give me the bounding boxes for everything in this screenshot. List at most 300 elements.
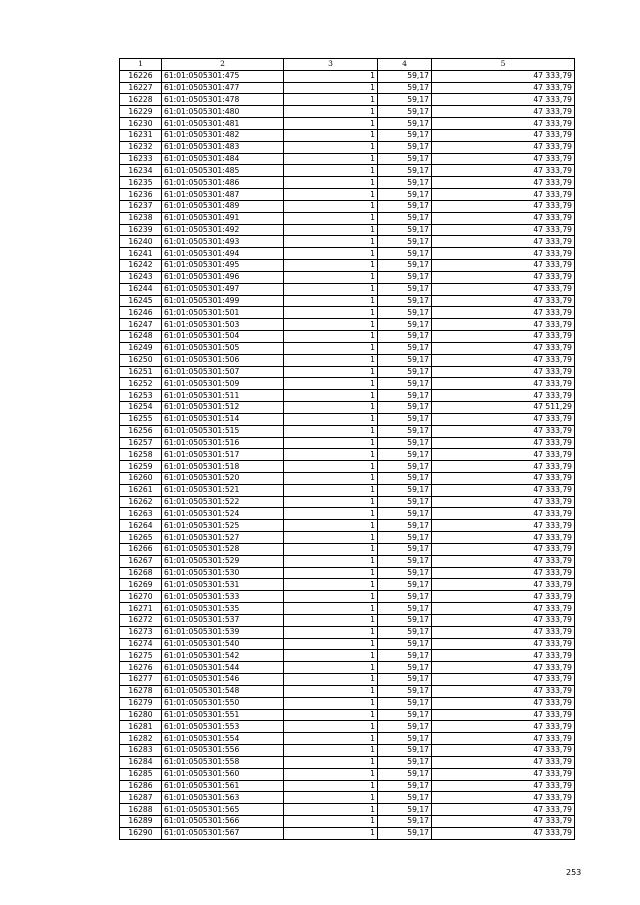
- row-number-cell: 16276: [120, 662, 162, 674]
- cadastral-number-cell: 61:01:0505301:503: [162, 319, 284, 331]
- quantity-cell: 1: [284, 437, 378, 449]
- quantity-cell: 1: [284, 780, 378, 792]
- table-row: [120, 603, 575, 615]
- cadastral-number-cell: 61:01:0505301:482: [162, 129, 284, 141]
- table-row: [120, 792, 575, 804]
- row-number-cell: 16259: [120, 461, 162, 473]
- value-cell: 47 333,79: [432, 496, 575, 508]
- cadastral-number-cell: 61:01:0505301:533: [162, 591, 284, 603]
- table-header: [120, 59, 575, 71]
- value-cell: 47 333,79: [432, 603, 575, 615]
- row-number-cell: 16243: [120, 271, 162, 283]
- cadastral-number-cell: 61:01:0505301:504: [162, 331, 284, 343]
- row-number-cell: 16235: [120, 177, 162, 189]
- cadastral-number-cell: 61:01:0505301:486: [162, 177, 284, 189]
- area-cell: 59,17: [378, 709, 432, 721]
- area-cell: 59,17: [378, 662, 432, 674]
- cadastral-number-cell: 61:01:0505301:563: [162, 792, 284, 804]
- row-number-cell: 16229: [120, 106, 162, 118]
- area-cell: 59,17: [378, 804, 432, 816]
- area-cell: 59,17: [378, 449, 432, 461]
- row-number-cell: 16236: [120, 189, 162, 201]
- area-cell: 59,17: [378, 118, 432, 130]
- quantity-cell: 1: [284, 768, 378, 780]
- value-cell: 47 333,79: [432, 331, 575, 343]
- cadastral-number-cell: 61:01:0505301:524: [162, 508, 284, 520]
- row-number-cell: 16241: [120, 248, 162, 260]
- value-cell: 47 333,79: [432, 200, 575, 212]
- value-cell: 47 333,79: [432, 579, 575, 591]
- table-row: [120, 461, 575, 473]
- area-cell: 59,17: [378, 816, 432, 828]
- cadastral-number-cell: 61:01:0505301:492: [162, 224, 284, 236]
- row-number-cell: 16270: [120, 591, 162, 603]
- row-number-cell: 16248: [120, 331, 162, 343]
- header-col-1: 1: [120, 59, 162, 71]
- area-cell: 59,17: [378, 106, 432, 118]
- value-cell: 47 333,79: [432, 567, 575, 579]
- table-row: [120, 82, 575, 94]
- quantity-cell: 1: [284, 200, 378, 212]
- table-row: [120, 319, 575, 331]
- cadastral-number-cell: 61:01:0505301:515: [162, 425, 284, 437]
- quantity-cell: 1: [284, 94, 378, 106]
- value-cell: 47 333,79: [432, 366, 575, 378]
- cadastral-number-cell: 61:01:0505301:553: [162, 721, 284, 733]
- value-cell: 47 333,79: [432, 94, 575, 106]
- row-number-cell: 16278: [120, 685, 162, 697]
- quantity-cell: 1: [284, 532, 378, 544]
- table-row: [120, 697, 575, 709]
- quantity-cell: 1: [284, 378, 378, 390]
- quantity-cell: 1: [284, 189, 378, 201]
- quantity-cell: 1: [284, 342, 378, 354]
- cadastral-number-cell: 61:01:0505301:517: [162, 449, 284, 461]
- table-row: [120, 236, 575, 248]
- row-number-cell: 16272: [120, 614, 162, 626]
- row-number-cell: 16252: [120, 378, 162, 390]
- cadastral-number-cell: 61:01:0505301:548: [162, 685, 284, 697]
- row-number-cell: 16230: [120, 118, 162, 130]
- area-cell: 59,17: [378, 236, 432, 248]
- area-cell: 59,17: [378, 177, 432, 189]
- row-number-cell: 16258: [120, 449, 162, 461]
- table-row: [120, 449, 575, 461]
- area-cell: 59,17: [378, 390, 432, 402]
- quantity-cell: 1: [284, 82, 378, 94]
- value-cell: 47 333,79: [432, 721, 575, 733]
- area-cell: 59,17: [378, 129, 432, 141]
- quantity-cell: 1: [284, 733, 378, 745]
- row-number-cell: 16274: [120, 638, 162, 650]
- row-number-cell: 16256: [120, 425, 162, 437]
- header-col-2: 2: [162, 59, 284, 71]
- cadastral-number-cell: 61:01:0505301:485: [162, 165, 284, 177]
- row-number-cell: 16266: [120, 543, 162, 555]
- quantity-cell: 1: [284, 449, 378, 461]
- area-cell: 59,17: [378, 248, 432, 260]
- quantity-cell: 1: [284, 697, 378, 709]
- header-row: [120, 59, 575, 71]
- row-number-cell: 16250: [120, 354, 162, 366]
- row-number-cell: 16285: [120, 768, 162, 780]
- value-cell: 47 333,79: [432, 508, 575, 520]
- quantity-cell: 1: [284, 165, 378, 177]
- cadastral-number-cell: 61:01:0505301:480: [162, 106, 284, 118]
- row-number-cell: 16277: [120, 674, 162, 686]
- value-cell: 47 333,79: [432, 390, 575, 402]
- area-cell: 59,17: [378, 70, 432, 82]
- table-row: [120, 342, 575, 354]
- cadastral-number-cell: 61:01:0505301:542: [162, 650, 284, 662]
- cadastral-number-cell: 61:01:0505301:516: [162, 437, 284, 449]
- value-cell: 47 333,79: [432, 733, 575, 745]
- table-row: [120, 579, 575, 591]
- value-cell: 47 333,79: [432, 153, 575, 165]
- row-number-cell: 16271: [120, 603, 162, 615]
- cadastral-number-cell: 61:01:0505301:511: [162, 390, 284, 402]
- area-cell: 59,17: [378, 189, 432, 201]
- area-cell: 59,17: [378, 260, 432, 272]
- table-row: [120, 224, 575, 236]
- cadastral-number-cell: 61:01:0505301:551: [162, 709, 284, 721]
- row-number-cell: 16286: [120, 780, 162, 792]
- value-cell: 47 333,79: [432, 283, 575, 295]
- quantity-cell: 1: [284, 520, 378, 532]
- area-cell: 59,17: [378, 295, 432, 307]
- quantity-cell: 1: [284, 816, 378, 828]
- row-number-cell: 16249: [120, 342, 162, 354]
- table-row: [120, 532, 575, 544]
- quantity-cell: 1: [284, 555, 378, 567]
- area-cell: 59,17: [378, 94, 432, 106]
- table-row: [120, 674, 575, 686]
- value-cell: 47 333,79: [432, 307, 575, 319]
- area-cell: 59,17: [378, 224, 432, 236]
- value-cell: 47 333,79: [432, 745, 575, 757]
- value-cell: 47 333,79: [432, 638, 575, 650]
- row-number-cell: 16251: [120, 366, 162, 378]
- cadastral-number-cell: 61:01:0505301:494: [162, 248, 284, 260]
- cadastral-number-cell: 61:01:0505301:540: [162, 638, 284, 650]
- quantity-cell: 1: [284, 307, 378, 319]
- row-number-cell: 16245: [120, 295, 162, 307]
- cadastral-number-cell: 61:01:0505301:522: [162, 496, 284, 508]
- row-number-cell: 16269: [120, 579, 162, 591]
- row-number-cell: 16232: [120, 141, 162, 153]
- quantity-cell: 1: [284, 614, 378, 626]
- value-cell: 47 333,79: [432, 82, 575, 94]
- row-number-cell: 16275: [120, 650, 162, 662]
- area-cell: 59,17: [378, 626, 432, 638]
- cadastral-number-cell: 61:01:0505301:499: [162, 295, 284, 307]
- area-cell: 59,17: [378, 484, 432, 496]
- cadastral-number-cell: 61:01:0505301:475: [162, 70, 284, 82]
- cadastral-number-cell: 61:01:0505301:481: [162, 118, 284, 130]
- area-cell: 59,17: [378, 200, 432, 212]
- value-cell: 47 333,79: [432, 532, 575, 544]
- row-number-cell: 16247: [120, 319, 162, 331]
- table-row: [120, 614, 575, 626]
- cadastral-number-cell: 61:01:0505301:544: [162, 662, 284, 674]
- table-row: [120, 200, 575, 212]
- cadastral-number-cell: 61:01:0505301:525: [162, 520, 284, 532]
- cadastral-number-cell: 61:01:0505301:484: [162, 153, 284, 165]
- cadastral-number-cell: 61:01:0505301:483: [162, 141, 284, 153]
- area-cell: 59,17: [378, 579, 432, 591]
- value-cell: 47 333,79: [432, 437, 575, 449]
- value-cell: 47 333,79: [432, 118, 575, 130]
- cadastral-number-cell: 61:01:0505301:521: [162, 484, 284, 496]
- value-cell: 47 333,79: [432, 472, 575, 484]
- quantity-cell: 1: [284, 425, 378, 437]
- value-cell: 47 333,79: [432, 626, 575, 638]
- quantity-cell: 1: [284, 461, 378, 473]
- value-cell: 47 333,79: [432, 662, 575, 674]
- row-number-cell: 16267: [120, 555, 162, 567]
- table-row: [120, 390, 575, 402]
- value-cell: 47 333,79: [432, 189, 575, 201]
- row-number-cell: 16281: [120, 721, 162, 733]
- table-row: [120, 366, 575, 378]
- cadastral-number-cell: 61:01:0505301:497: [162, 283, 284, 295]
- quantity-cell: 1: [284, 129, 378, 141]
- quantity-cell: 1: [284, 579, 378, 591]
- area-cell: 59,17: [378, 697, 432, 709]
- table-row: [120, 472, 575, 484]
- page-number: 253: [566, 868, 582, 877]
- table-row: [120, 745, 575, 757]
- table-row: [120, 638, 575, 650]
- header-col-3: 3: [284, 59, 378, 71]
- quantity-cell: 1: [284, 543, 378, 555]
- table-row: [120, 768, 575, 780]
- row-number-cell: 16290: [120, 827, 162, 839]
- table-row: [120, 827, 575, 839]
- area-cell: 59,17: [378, 472, 432, 484]
- row-number-cell: 16279: [120, 697, 162, 709]
- cadastral-number-cell: 61:01:0505301:518: [162, 461, 284, 473]
- cadastral-number-cell: 61:01:0505301:550: [162, 697, 284, 709]
- quantity-cell: 1: [284, 413, 378, 425]
- row-number-cell: 16263: [120, 508, 162, 520]
- value-cell: 47 333,79: [432, 650, 575, 662]
- cadastral-number-cell: 61:01:0505301:556: [162, 745, 284, 757]
- cadastral-number-cell: 61:01:0505301:477: [162, 82, 284, 94]
- table-row: [120, 283, 575, 295]
- cadastral-number-cell: 61:01:0505301:558: [162, 756, 284, 768]
- table-row: [120, 567, 575, 579]
- table-row: [120, 709, 575, 721]
- area-cell: 59,17: [378, 413, 432, 425]
- table-row: [120, 733, 575, 745]
- cadastral-number-cell: 61:01:0505301:506: [162, 354, 284, 366]
- table-row: [120, 437, 575, 449]
- area-cell: 59,17: [378, 768, 432, 780]
- table-row: [120, 804, 575, 816]
- area-cell: 59,17: [378, 674, 432, 686]
- table-row: [120, 780, 575, 792]
- quantity-cell: 1: [284, 295, 378, 307]
- table-body: [120, 70, 575, 839]
- area-cell: 59,17: [378, 614, 432, 626]
- table-row: [120, 177, 575, 189]
- table-row: [120, 94, 575, 106]
- value-cell: 47 333,79: [432, 342, 575, 354]
- cadastral-number-cell: 61:01:0505301:535: [162, 603, 284, 615]
- quantity-cell: 1: [284, 106, 378, 118]
- value-cell: 47 333,79: [432, 614, 575, 626]
- row-number-cell: 16289: [120, 816, 162, 828]
- value-cell: 47 333,79: [432, 425, 575, 437]
- value-cell: 47 333,79: [432, 449, 575, 461]
- row-number-cell: 16287: [120, 792, 162, 804]
- quantity-cell: 1: [284, 177, 378, 189]
- area-cell: 59,17: [378, 532, 432, 544]
- table-row: [120, 354, 575, 366]
- area-cell: 59,17: [378, 425, 432, 437]
- row-number-cell: 16268: [120, 567, 162, 579]
- cadastral-number-cell: 61:01:0505301:529: [162, 555, 284, 567]
- quantity-cell: 1: [284, 319, 378, 331]
- quantity-cell: 1: [284, 331, 378, 343]
- area-cell: 59,17: [378, 567, 432, 579]
- area-cell: 59,17: [378, 212, 432, 224]
- value-cell: 47 333,79: [432, 248, 575, 260]
- row-number-cell: 16233: [120, 153, 162, 165]
- value-cell: 47 333,79: [432, 709, 575, 721]
- area-cell: 59,17: [378, 638, 432, 650]
- quantity-cell: 1: [284, 685, 378, 697]
- value-cell: 47 333,79: [432, 260, 575, 272]
- area-cell: 59,17: [378, 437, 432, 449]
- row-number-cell: 16288: [120, 804, 162, 816]
- value-cell: 47 333,79: [432, 106, 575, 118]
- table-row: [120, 413, 575, 425]
- table-row: [120, 425, 575, 437]
- row-number-cell: 16255: [120, 413, 162, 425]
- quantity-cell: 1: [284, 141, 378, 153]
- quantity-cell: 1: [284, 472, 378, 484]
- row-number-cell: 16284: [120, 756, 162, 768]
- row-number-cell: 16234: [120, 165, 162, 177]
- quantity-cell: 1: [284, 260, 378, 272]
- table-row: [120, 650, 575, 662]
- header-col-5: 5: [432, 59, 575, 71]
- value-cell: 47 333,79: [432, 413, 575, 425]
- table-row: [120, 129, 575, 141]
- cadastral-number-cell: 61:01:0505301:531: [162, 579, 284, 591]
- table-row: [120, 626, 575, 638]
- cadastral-number-cell: 61:01:0505301:537: [162, 614, 284, 626]
- cadastral-number-cell: 61:01:0505301:554: [162, 733, 284, 745]
- row-number-cell: 16262: [120, 496, 162, 508]
- area-cell: 59,17: [378, 271, 432, 283]
- value-cell: 47 333,79: [432, 768, 575, 780]
- row-number-cell: 16239: [120, 224, 162, 236]
- value-cell: 47 333,79: [432, 827, 575, 839]
- table-row: [120, 295, 575, 307]
- table-row: [120, 260, 575, 272]
- area-cell: 59,17: [378, 543, 432, 555]
- area-cell: 59,17: [378, 603, 432, 615]
- value-cell: 47 333,79: [432, 780, 575, 792]
- table-row: [120, 118, 575, 130]
- table-row: [120, 141, 575, 153]
- value-cell: 47 333,79: [432, 224, 575, 236]
- area-cell: 59,17: [378, 756, 432, 768]
- value-cell: 47 333,79: [432, 212, 575, 224]
- area-cell: 59,17: [378, 827, 432, 839]
- quantity-cell: 1: [284, 626, 378, 638]
- area-cell: 59,17: [378, 342, 432, 354]
- quantity-cell: 1: [284, 496, 378, 508]
- value-cell: 47 333,79: [432, 804, 575, 816]
- area-cell: 59,17: [378, 650, 432, 662]
- cadastral-number-cell: 61:01:0505301:487: [162, 189, 284, 201]
- table-row: [120, 70, 575, 82]
- row-number-cell: 16282: [120, 733, 162, 745]
- quantity-cell: 1: [284, 804, 378, 816]
- table-row: [120, 662, 575, 674]
- value-cell: 47 333,79: [432, 674, 575, 686]
- table-row: [120, 212, 575, 224]
- quantity-cell: 1: [284, 248, 378, 260]
- row-number-cell: 16264: [120, 520, 162, 532]
- row-number-cell: 16273: [120, 626, 162, 638]
- cadastral-number-cell: 61:01:0505301:495: [162, 260, 284, 272]
- quantity-cell: 1: [284, 591, 378, 603]
- row-number-cell: 16227: [120, 82, 162, 94]
- header-col-4: 4: [378, 59, 432, 71]
- quantity-cell: 1: [284, 484, 378, 496]
- table-row: [120, 271, 575, 283]
- value-cell: 47 333,79: [432, 70, 575, 82]
- table-row: [120, 153, 575, 165]
- table-row: [120, 555, 575, 567]
- value-cell: 47 333,79: [432, 236, 575, 248]
- cadastral-number-cell: 61:01:0505301:507: [162, 366, 284, 378]
- quantity-cell: 1: [284, 603, 378, 615]
- value-cell: 47 333,79: [432, 520, 575, 532]
- area-cell: 59,17: [378, 745, 432, 757]
- quantity-cell: 1: [284, 212, 378, 224]
- quantity-cell: 1: [284, 756, 378, 768]
- area-cell: 59,17: [378, 366, 432, 378]
- area-cell: 59,17: [378, 508, 432, 520]
- value-cell: 47 333,79: [432, 295, 575, 307]
- cadastral-number-cell: 61:01:0505301:493: [162, 236, 284, 248]
- row-number-cell: 16283: [120, 745, 162, 757]
- table-row: [120, 307, 575, 319]
- quantity-cell: 1: [284, 70, 378, 82]
- quantity-cell: 1: [284, 827, 378, 839]
- value-cell: 47 333,79: [432, 685, 575, 697]
- quantity-cell: 1: [284, 236, 378, 248]
- row-number-cell: 16260: [120, 472, 162, 484]
- table-row: [120, 685, 575, 697]
- area-cell: 59,17: [378, 591, 432, 603]
- value-cell: 47 511,29: [432, 402, 575, 414]
- area-cell: 59,17: [378, 82, 432, 94]
- row-number-cell: 16265: [120, 532, 162, 544]
- value-cell: 47 333,79: [432, 543, 575, 555]
- quantity-cell: 1: [284, 354, 378, 366]
- quantity-cell: 1: [284, 709, 378, 721]
- quantity-cell: 1: [284, 650, 378, 662]
- quantity-cell: 1: [284, 662, 378, 674]
- cadastral-number-cell: 61:01:0505301:546: [162, 674, 284, 686]
